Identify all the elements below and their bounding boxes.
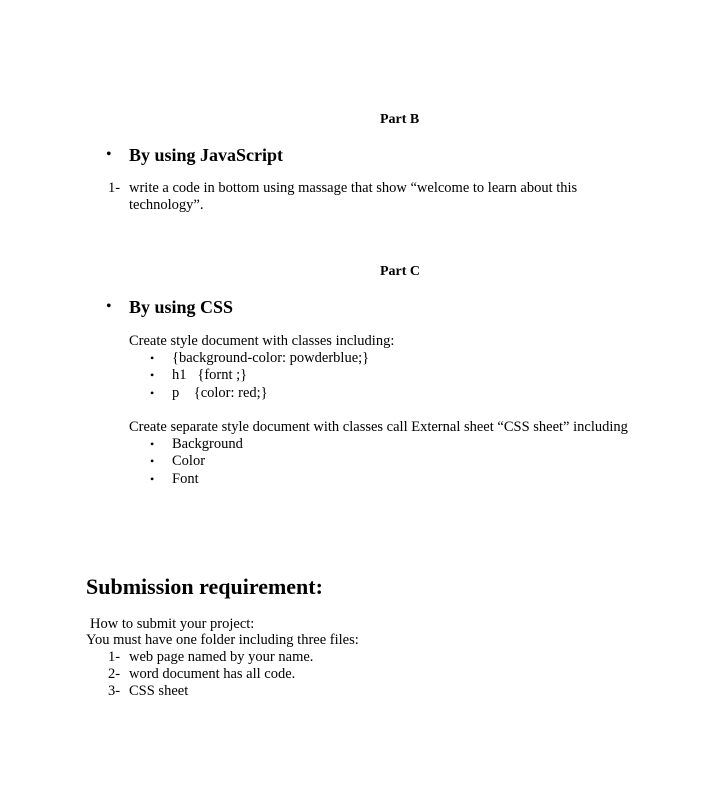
- submission-line1: How to submit your project:: [90, 616, 255, 632]
- submission-heading: Submission requirement:: [86, 574, 323, 599]
- submission-item-text: CSS sheet: [129, 683, 189, 699]
- external-sheet-item: Color: [172, 453, 206, 469]
- part-b-item-number: 1-: [108, 180, 121, 196]
- external-sheet-item: Font: [172, 471, 199, 487]
- part-c-intro1: Create style document with classes including:: [129, 333, 395, 349]
- part-b-heading: By using JavaScript: [129, 145, 284, 165]
- submission-item-number: 1-: [108, 649, 121, 665]
- submission-item-number: 3-: [108, 683, 121, 699]
- css-rule-item: p {color: red;}: [172, 385, 268, 401]
- part-b-title: Part B: [380, 112, 420, 127]
- css-rule-item: h1 {fornt ;}: [172, 367, 248, 383]
- bullet-icon: •: [150, 386, 155, 400]
- part-b-item-line2: technology”.: [129, 197, 204, 213]
- css-rule-item: {background-color: powderblue;}: [172, 350, 370, 366]
- submission-item-text: web page named by your name.: [129, 649, 314, 665]
- part-c-heading: By using CSS: [129, 297, 234, 317]
- bullet-icon: •: [150, 437, 155, 451]
- external-sheet-item: Background: [172, 436, 243, 452]
- bullet-icon: •: [106, 298, 112, 315]
- bullet-icon: •: [106, 146, 112, 163]
- submission-item-text: word document has all code.: [129, 666, 296, 682]
- bullet-icon: •: [150, 454, 155, 468]
- submission-item-number: 2-: [108, 666, 121, 682]
- part-c-title: Part C: [380, 264, 421, 279]
- bullet-icon: •: [150, 472, 155, 486]
- submission-line2: You must have one folder including three files:: [86, 632, 359, 648]
- part-c-intro2: Create separate style document with classes call External sheet “CSS sheet” including: [129, 419, 628, 435]
- part-b-item-line1: write a code in bottom using massage that show “welcome to learn about this: [129, 180, 578, 196]
- bullet-icon: •: [150, 368, 155, 382]
- bullet-icon: •: [150, 351, 155, 365]
